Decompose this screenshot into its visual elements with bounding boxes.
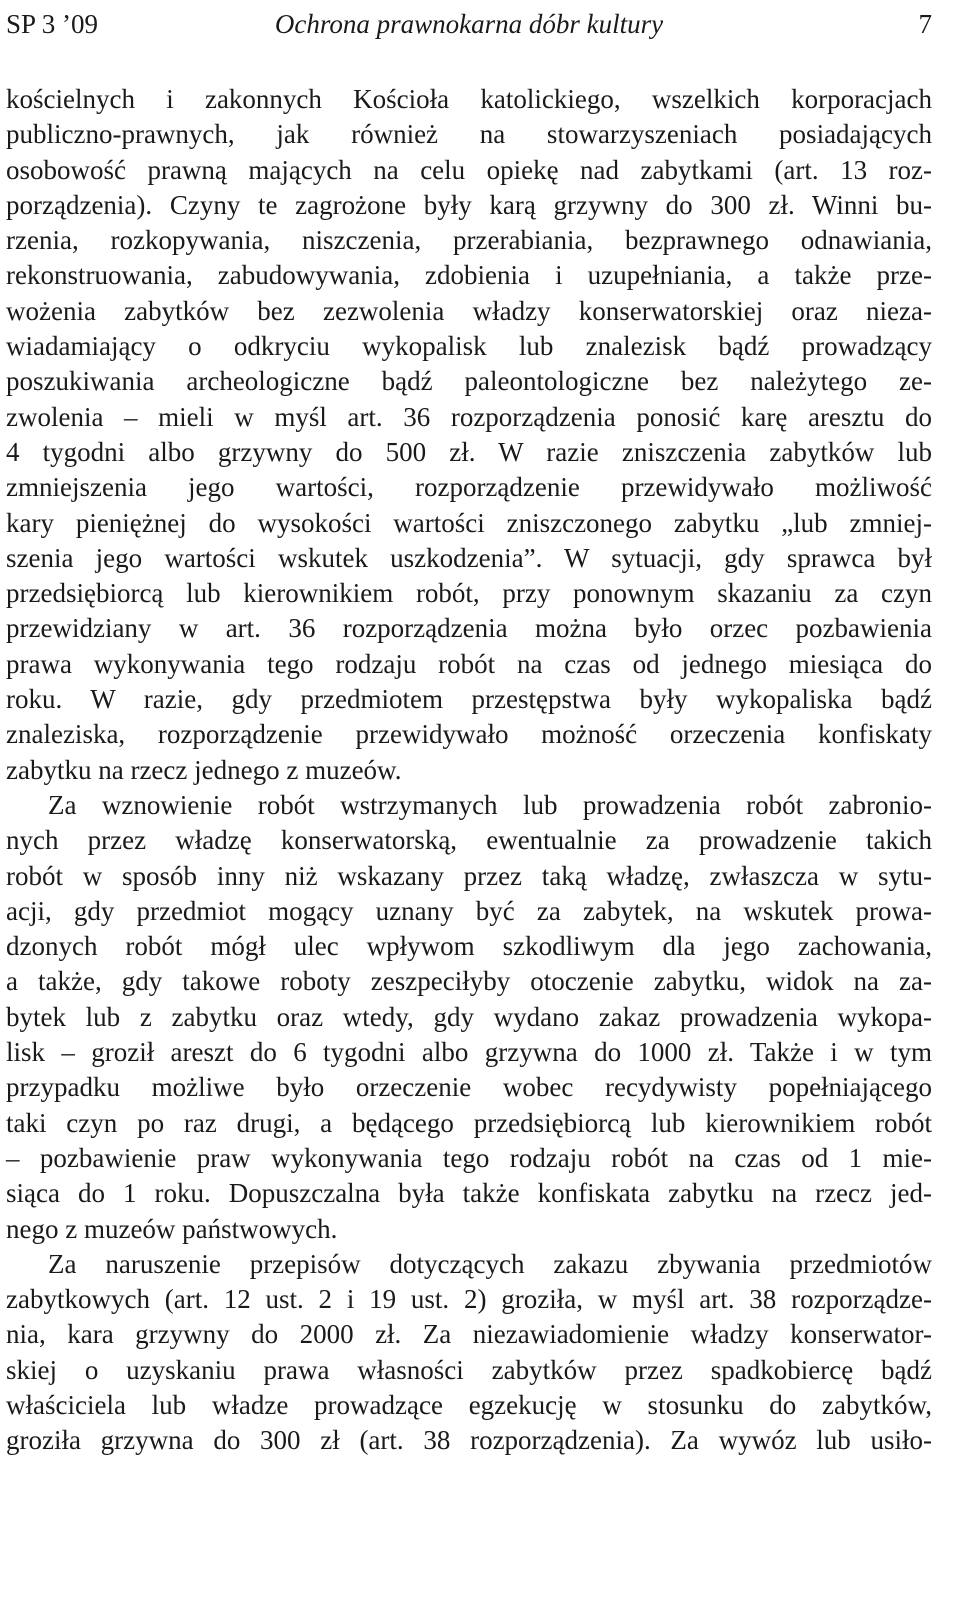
text-line: acji, gdy przedmiot mogący uznany być za zabytek, na wskutek prowa- xyxy=(6,895,932,926)
text-line: publiczno-prawnych, jak również na stowarzyszeniach posiadających xyxy=(6,119,932,150)
text-line: a także, gdy takowe roboty zeszpeciłyby otoczenie zabytku, widok na za- xyxy=(6,966,932,997)
text-line: rzenia, rozkopywania, niszczenia, przerabiania, bezprawnego odnawiania, xyxy=(6,225,932,256)
page-number: 7 xyxy=(918,9,932,39)
paragraph xyxy=(6,82,932,788)
text-line: bytek lub z zabytku oraz wtedy, gdy wydano zakaz prowadzenia wykopa- xyxy=(6,1001,932,1032)
text-line: kościelnych i zakonnych Kościoła katolickiego, wszelkich korporacjach xyxy=(6,84,932,114)
text-line: osobowość prawną mających na celu opiekę nad zabytkami (art. 13 roz- xyxy=(6,154,932,185)
text-line: przypadku możliwe było orzeczenie wobec recydywisty popełniającego xyxy=(6,1072,932,1103)
text-line: prawa wykonywania tego rodzaju robót na czas od jednego miesiąca do xyxy=(6,648,932,679)
text-line: szenia jego wartości wskutek uszkodzenia”. W sytuacji, gdy sprawca był xyxy=(6,542,932,573)
text-line: wiadamiający o odkryciu wykopalisk lub znalezisk bądź prowadzący xyxy=(6,331,932,362)
text-line: nia, kara grzywny do 2000 zł. Za niezawiadomienie władzy konserwator- xyxy=(6,1319,932,1350)
text-line: robót w sposób inny niż wskazany przez taką władzę, zwłaszcza w sytu- xyxy=(6,860,932,891)
text-line: rekonstruowania, zabudowywania, zdobienia i uzupełniania, a także prze- xyxy=(6,260,932,291)
text-line: nego z muzeów państwowych. xyxy=(6,1213,338,1244)
text-line: Za wznowienie robót wstrzymanych lub prowadzenia robót zabronio- xyxy=(48,789,932,820)
text-line: właściciela lub władze prowadzące egzekucję w stosunku do zabytków, xyxy=(6,1389,932,1420)
text-line: poszukiwania archeologiczne bądź paleontologiczne bez należytego ze- xyxy=(6,366,932,397)
text-line: zabytku na rzecz jednego z muzeów. xyxy=(6,754,402,785)
article-body xyxy=(6,82,932,1459)
text-line: taki czyn po raz drugi, a będącego przedsiębiorcą lub kierownikiem robót xyxy=(6,1107,932,1138)
text-line: zmniejszenia jego wartości, rozporządzenie przewidywało możliwość xyxy=(6,472,932,503)
text-line: – pozbawienie praw wykonywania tego rodzaju robót na czas od 1 mie- xyxy=(6,1142,932,1173)
running-header xyxy=(6,4,932,44)
text-line: skiej o uzyskaniu prawa własności zabytków przez spadkobiercę bądź xyxy=(6,1354,932,1385)
text-line: groziła grzywna do 300 zł (art. 38 rozporządzenia). Za wywóz lub usiło- xyxy=(6,1425,932,1456)
text-line: dzonych robót mógł ulec wpływom szkodliwym dla jego zachowania, xyxy=(6,931,932,962)
text-line: kary pieniężnej do wysokości wartości zniszczonego zabytku „lub zmniej- xyxy=(6,507,932,538)
text-line: roku. W razie, gdy przedmiotem przestępstwa były wykopaliska bądź xyxy=(6,684,932,715)
text-line: lisk – groził areszt do 6 tygodni albo grzywna do 1000 zł. Także i w tym xyxy=(6,1037,932,1068)
text-line: znaleziska, rozporządzenie przewidywało możność orzeczenia konfiskaty xyxy=(6,719,932,750)
issue-label: SP 3 ’09 xyxy=(6,9,99,39)
text-line: przedsiębiorcą lub kierownikiem robót, przy ponownym skazaniu za czyn xyxy=(6,578,932,609)
text-line: Za naruszenie przepisów dotyczących zakazu zbywania przedmiotów xyxy=(48,1248,932,1279)
text-line: wożenia zabytków bez zezwolenia władzy konserwatorskiej oraz nieza- xyxy=(6,295,932,326)
text-line: zwolenia – mieli w myśl art. 36 rozporządzenia ponosić karę aresztu do xyxy=(6,401,932,432)
running-title: Ochrona prawnokarna dóbr kultury xyxy=(274,9,664,39)
text-line: 4 tygodni albo grzywny do 500 zł. W razie zniszczenia zabytków lub xyxy=(6,436,932,467)
text-line: zabytkowych (art. 12 ust. 2 i 19 ust. 2) groziła, w myśl art. 38 rozporządze- xyxy=(6,1284,932,1315)
paragraph xyxy=(6,788,932,1247)
text-line: przewidziany w art. 36 rozporządzenia można było orzec pozbawienia xyxy=(6,613,932,644)
text-line: nych przez władzę konserwatorską, ewentualnie za prowadzenie takich xyxy=(6,825,932,856)
text-line: porządzenia). Czyny te zagrożone były karą grzywny do 300 zł. Winni bu- xyxy=(6,189,932,220)
paragraph xyxy=(6,1247,932,1459)
text-line: siąca do 1 roku. Dopuszczalna była także konfiskata zabytku na rzecz jed- xyxy=(6,1178,932,1209)
